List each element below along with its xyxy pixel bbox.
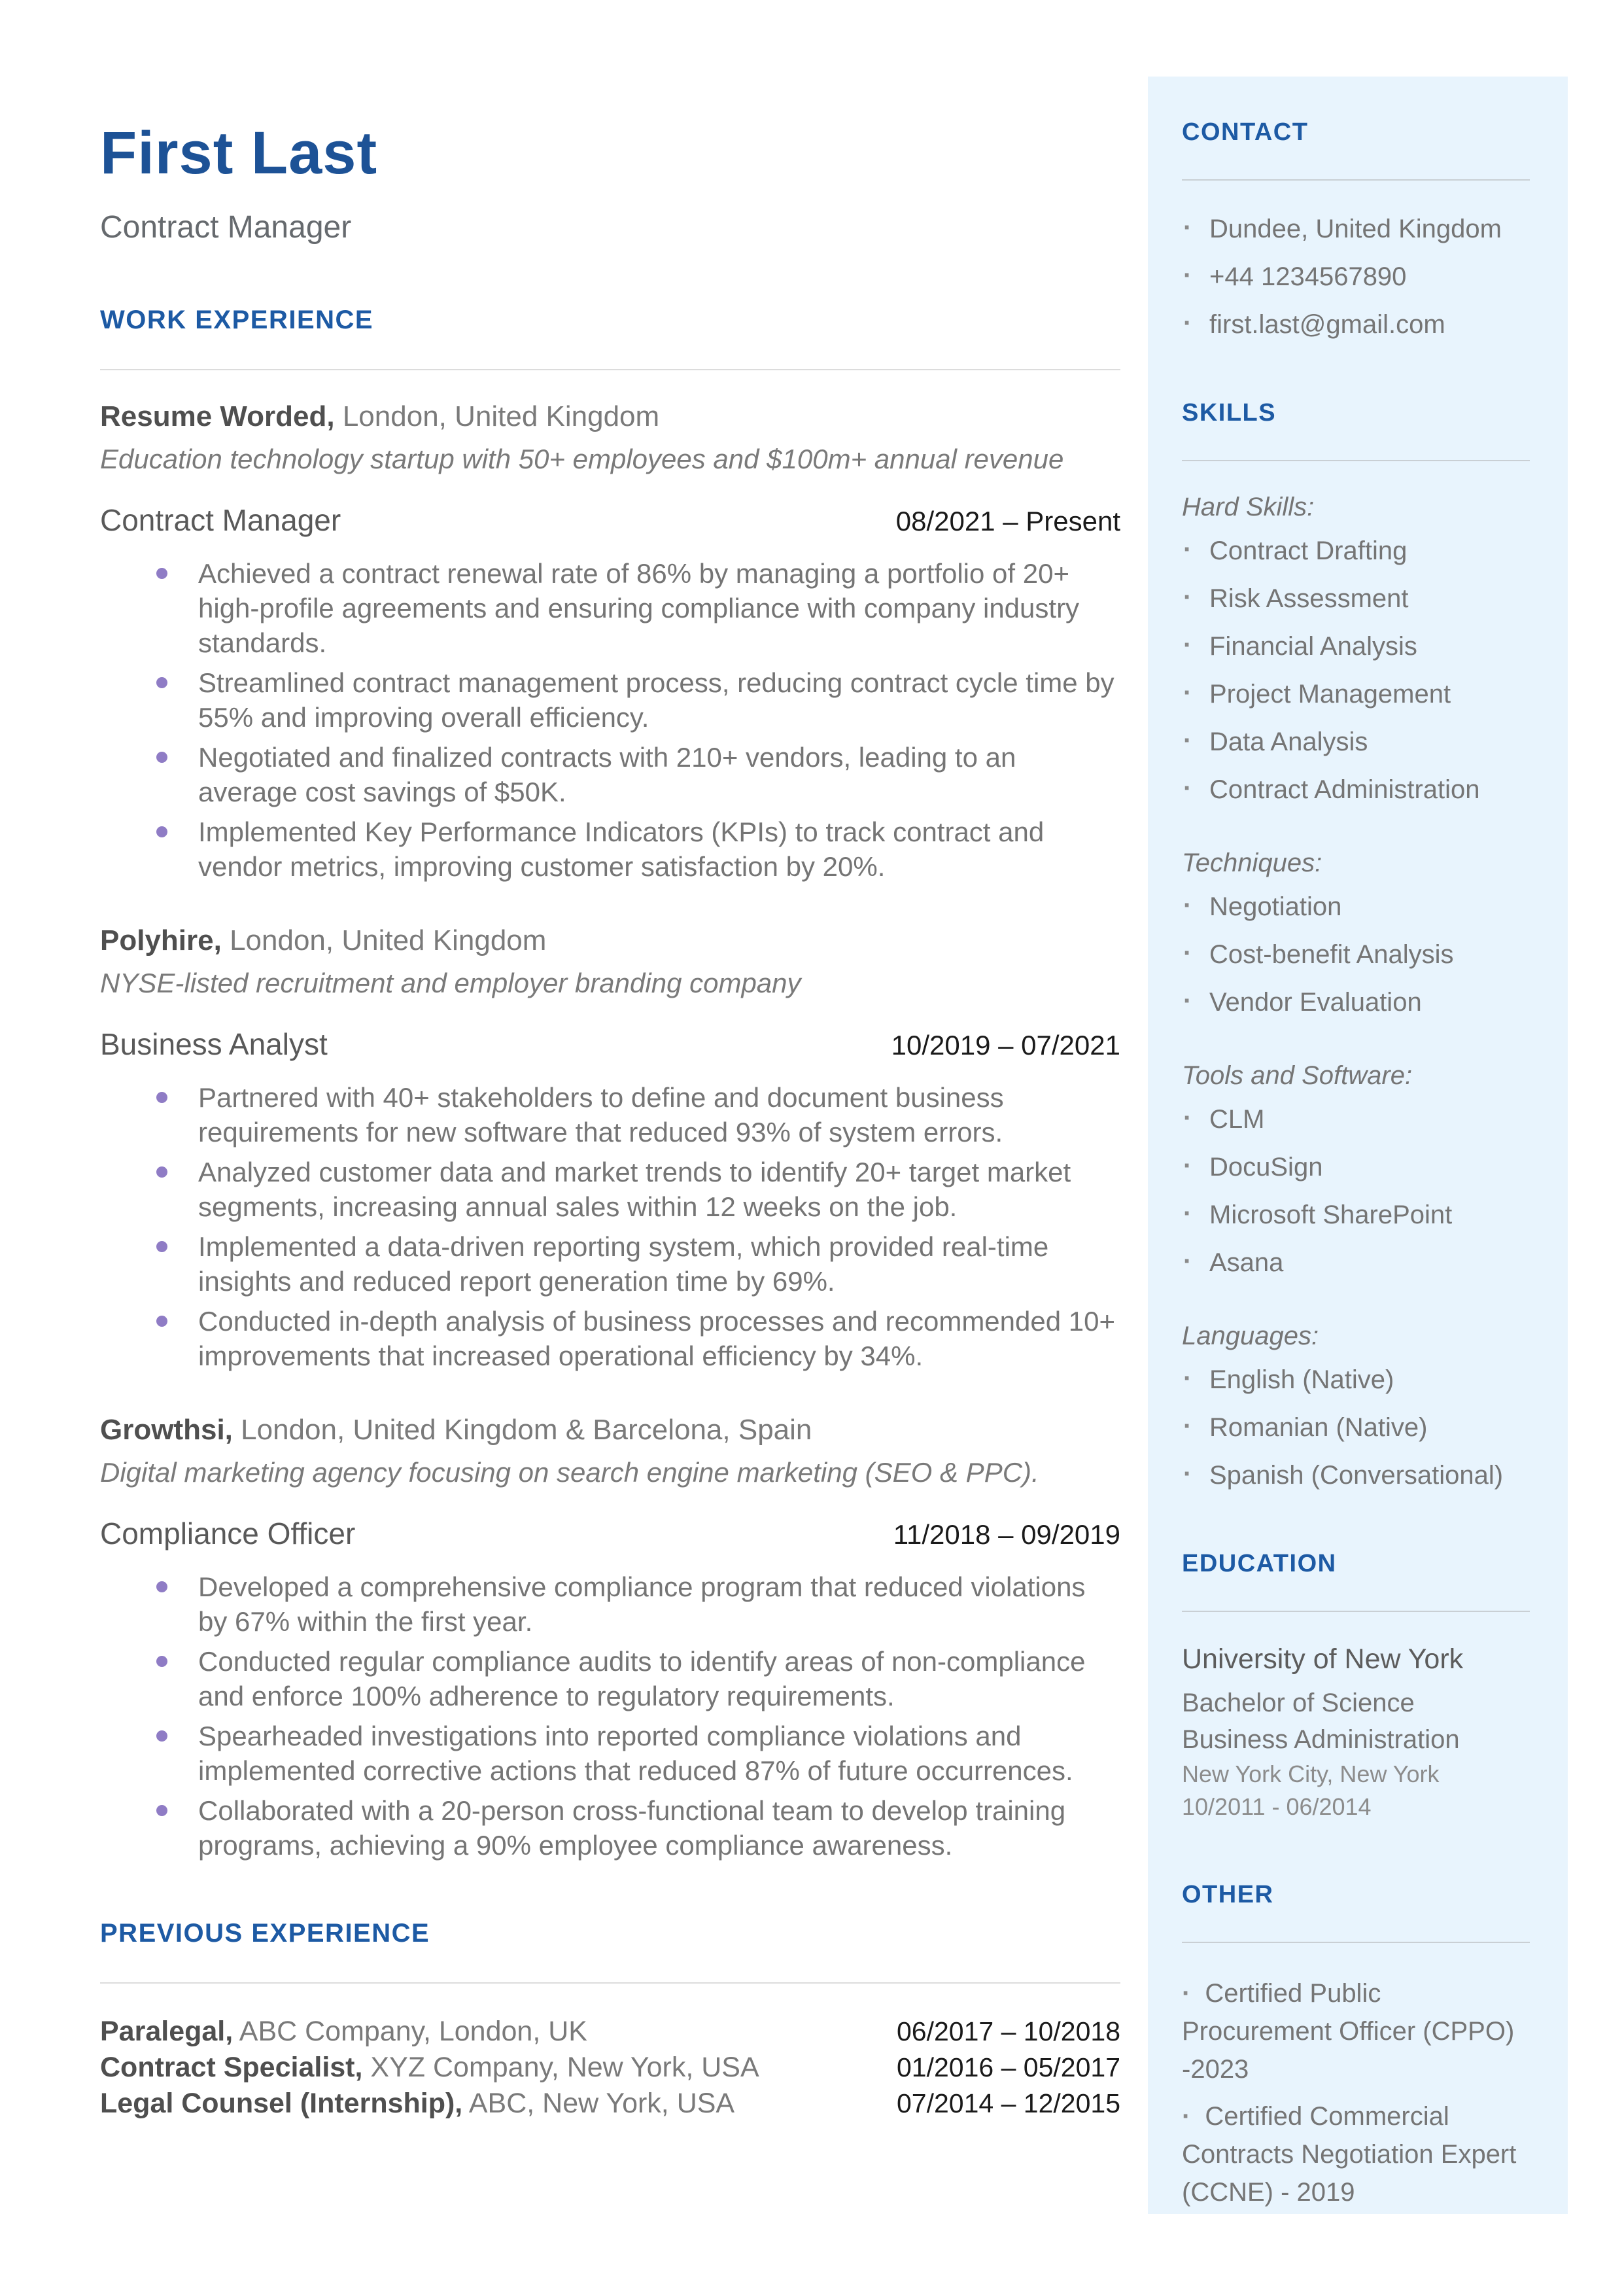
previous-role-left bbox=[100, 2014, 587, 2050]
job-dates: 11/2018 – 09/2019 bbox=[893, 1519, 1120, 1550]
skill-group-hard-skills bbox=[1182, 493, 1530, 807]
contact-location: · Dundee, United Kingdom bbox=[1182, 212, 1530, 246]
previous-role-org: XYZ Company, New York, USA bbox=[362, 2052, 759, 2084]
skill-item: · Financial Analysis bbox=[1182, 629, 1530, 663]
job-bullet: Negotiated and finalized contracts with 210+ vendors, leading to an average cost savings of $50K. bbox=[198, 740, 1120, 809]
contact-heading: CONTACT bbox=[1182, 118, 1309, 146]
job-title: Business Analyst bbox=[100, 1027, 328, 1062]
skill-item: · Negotiation bbox=[1182, 890, 1530, 924]
contact-phone: · +44 1234567890 bbox=[1182, 260, 1530, 294]
candidate-name: First Last bbox=[100, 120, 378, 186]
certification-text: Certified Commercial Contracts Negotiation Expert (CCNE) - 2019 bbox=[1182, 2102, 1517, 2207]
skill-item: · CLM bbox=[1182, 1102, 1530, 1136]
other-section bbox=[1182, 1881, 1530, 2211]
job-bullet-list bbox=[100, 1080, 1120, 1373]
skills-section bbox=[1182, 399, 1530, 1492]
skill-item: · Romanian (Native) bbox=[1182, 1410, 1530, 1445]
previous-role-left bbox=[100, 2050, 759, 2086]
skill-group-languages bbox=[1182, 1322, 1530, 1492]
company-name: Growthsi, bbox=[100, 1414, 233, 1446]
job-bullet: Achieved a contract renewal rate of 86% by managing a portfolio of 20+ high-profile agreements and ensuring compliance with company industry standards. bbox=[198, 556, 1120, 660]
previous-role-row bbox=[100, 2086, 1120, 2122]
skill-item: · English (Native) bbox=[1182, 1363, 1530, 1397]
skill-group-label: Languages: bbox=[1182, 1322, 1319, 1350]
company-description: Digital marketing agency focusing on search engine marketing (SEO & PPC). bbox=[100, 1457, 1039, 1488]
job-dates: 10/2019 – 07/2021 bbox=[891, 1030, 1120, 1061]
bullet-dot: · bbox=[1182, 2102, 1191, 2131]
previous-role-dates: 07/2014 – 12/2015 bbox=[897, 2088, 1120, 2119]
job-entry bbox=[100, 400, 1120, 884]
skill-item: · Vendor Evaluation bbox=[1182, 985, 1530, 1019]
job-title-row bbox=[100, 502, 1120, 538]
previous-role-title: Paralegal, bbox=[100, 2016, 233, 2048]
job-bullet-list bbox=[100, 1569, 1120, 1863]
job-bullet: Developed a comprehensive compliance program that reduced violations by 67% within the first year. bbox=[198, 1569, 1120, 1639]
job-bullet: Streamlined contract management process, reducing contract cycle time by 55% and improving overall efficiency. bbox=[198, 665, 1120, 735]
job-entry bbox=[100, 1414, 1120, 1863]
company-line bbox=[100, 924, 1120, 957]
skill-group-tools bbox=[1182, 1061, 1530, 1280]
skill-group-label: Tools and Software: bbox=[1182, 1061, 1413, 1090]
skill-group-label: Hard Skills: bbox=[1182, 493, 1315, 521]
skill-item: · Project Management bbox=[1182, 677, 1530, 711]
certification-item bbox=[1182, 1974, 1530, 2088]
skill-item: · DocuSign bbox=[1182, 1150, 1530, 1184]
skill-item: · Contract Drafting bbox=[1182, 534, 1530, 568]
work-experience-heading: WORK EXPERIENCE bbox=[100, 306, 374, 335]
education-degree: Bachelor of Science bbox=[1182, 1689, 1415, 1717]
company-location: London, United Kingdom & Barcelona, Spain bbox=[232, 1414, 812, 1446]
certification-item bbox=[1182, 2097, 1530, 2211]
education-major: Business Administration bbox=[1182, 1725, 1460, 1754]
skill-group-label: Techniques: bbox=[1182, 849, 1322, 877]
skill-item: · Risk Assessment bbox=[1182, 582, 1530, 616]
certification-text: Certified Public Procurement Officer (CPPO) -2023 bbox=[1182, 1979, 1515, 2084]
job-bullet: Analyzed customer data and market trends to identify 20+ target market segments, increasing annual sales within 12 weeks on the job. bbox=[198, 1155, 1120, 1224]
contact-email: · first.last@gmail.com bbox=[1182, 307, 1530, 342]
previous-experience-heading: PREVIOUS EXPERIENCE bbox=[100, 1919, 430, 1948]
company-location: London, United Kingdom bbox=[334, 400, 660, 433]
previous-role-org: ABC Company, London, UK bbox=[233, 2016, 587, 2048]
job-title: Contract Manager bbox=[100, 503, 341, 538]
job-dates: 08/2021 – Present bbox=[895, 506, 1120, 537]
job-bullet: Conducted in-depth analysis of business processes and recommended 10+ improvements that increased operational efficiency by 34%. bbox=[198, 1304, 1120, 1373]
job-title-row bbox=[100, 1026, 1120, 1062]
skills-heading: SKILLS bbox=[1182, 399, 1277, 427]
skill-group-techniques bbox=[1182, 849, 1530, 1019]
previous-roles-list bbox=[100, 2014, 1120, 2122]
education-location: New York City, New York bbox=[1182, 1761, 1440, 1787]
skill-list bbox=[1182, 1102, 1530, 1280]
education-heading: EDUCATION bbox=[1182, 1550, 1337, 1577]
job-title-row bbox=[100, 1516, 1120, 1551]
skill-item: · Contract Administration bbox=[1182, 773, 1530, 807]
skill-item: · Spanish (Conversational) bbox=[1182, 1458, 1530, 1492]
skill-item: · Cost-benefit Analysis bbox=[1182, 937, 1530, 972]
other-heading: OTHER bbox=[1182, 1881, 1274, 1908]
company-location: London, United Kingdom bbox=[221, 924, 547, 957]
company-description: NYSE-listed recruitment and employer branding company bbox=[100, 968, 801, 999]
previous-role-row bbox=[100, 2014, 1120, 2050]
contact-list bbox=[1182, 212, 1530, 342]
candidate-title: Contract Manager bbox=[100, 210, 352, 245]
section-divider bbox=[100, 1982, 1120, 1984]
skill-list bbox=[1182, 890, 1530, 1019]
job-title: Compliance Officer bbox=[100, 1516, 356, 1551]
sidebar-divider bbox=[1182, 1611, 1530, 1612]
job-bullet: Implemented a data-driven reporting system, which provided real-time insights and reduced report generation time by 69%. bbox=[198, 1229, 1120, 1299]
skill-item: · Asana bbox=[1182, 1246, 1530, 1280]
sidebar-divider bbox=[1182, 460, 1530, 461]
skill-list bbox=[1182, 1363, 1530, 1492]
previous-role-dates: 06/2017 – 10/2018 bbox=[897, 2016, 1120, 2047]
job-bullet: Spearheaded investigations into reported compliance violations and implemented corrective actions that reduced 87% of future occurrences. bbox=[198, 1719, 1120, 1788]
company-description: Education technology startup with 50+ employees and $100m+ annual revenue bbox=[100, 444, 1064, 475]
job-entry bbox=[100, 924, 1120, 1373]
previous-role-org: ABC, New York, USA bbox=[462, 2088, 735, 2120]
previous-role-title: Contract Specialist, bbox=[100, 2052, 363, 2084]
previous-role-left bbox=[100, 2086, 734, 2122]
company-name: Resume Worded, bbox=[100, 400, 335, 433]
education-school: University of New York bbox=[1182, 1643, 1464, 1675]
skill-item: · Microsoft SharePoint bbox=[1182, 1198, 1530, 1232]
job-bullet: Implemented Key Performance Indicators (KPIs) to track contract and vendor metrics, improving customer satisfaction by 20%. bbox=[198, 815, 1120, 884]
contact-section bbox=[1182, 118, 1530, 342]
skill-item: · Data Analysis bbox=[1182, 725, 1530, 759]
previous-role-dates: 01/2016 – 05/2017 bbox=[897, 2052, 1120, 2083]
company-name: Polyhire, bbox=[100, 924, 222, 957]
bullet-dot: · bbox=[1182, 1979, 1191, 2008]
company-line bbox=[100, 1414, 1120, 1446]
previous-role-row bbox=[100, 2050, 1120, 2086]
sidebar-divider bbox=[1182, 179, 1530, 181]
previous-role-title: Legal Counsel (Internship), bbox=[100, 2088, 463, 2120]
job-bullet-list bbox=[100, 556, 1120, 884]
sidebar bbox=[1148, 77, 1568, 2214]
section-divider bbox=[100, 369, 1120, 370]
job-bullet: Conducted regular compliance audits to identify areas of non-compliance and enforce 100% adherence to regulatory requirements. bbox=[198, 1644, 1120, 1713]
job-bullet: Partnered with 40+ stakeholders to define and document business requirements for new software that reduced 93% of system errors. bbox=[198, 1080, 1120, 1149]
company-line bbox=[100, 400, 1120, 433]
job-bullet: Collaborated with a 20-person cross-functional team to develop training programs, achieving a 90% employee compliance awareness. bbox=[198, 1793, 1120, 1863]
main-column bbox=[100, 121, 1120, 2122]
skill-list bbox=[1182, 534, 1530, 807]
sidebar-divider bbox=[1182, 1942, 1530, 1943]
education-section bbox=[1182, 1550, 1530, 1823]
education-dates: 10/2011 - 06/2014 bbox=[1182, 1793, 1372, 1820]
